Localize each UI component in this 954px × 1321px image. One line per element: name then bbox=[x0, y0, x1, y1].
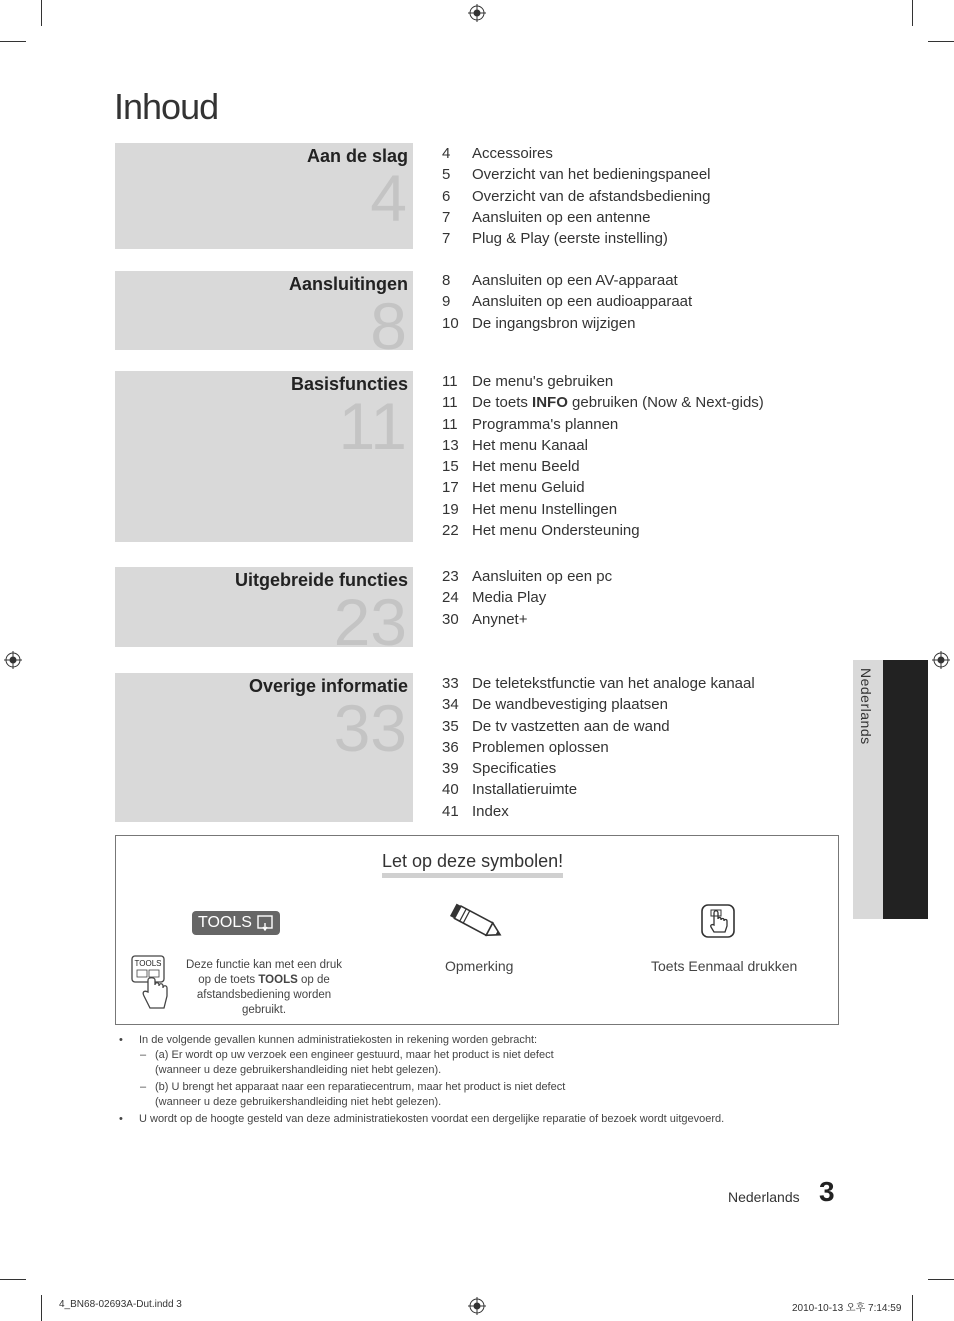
toc-item[interactable]: 33 De teletekstfunctie van het analoge kanaal bbox=[442, 675, 755, 692]
language-side-tab-dark bbox=[883, 660, 928, 919]
section-overige-informatie bbox=[115, 673, 413, 822]
toc-item[interactable]: 11 De toets INFO gebruiken (Now & Next-gids) bbox=[442, 394, 764, 412]
toc-item[interactable]: 22 Het menu Ondersteuning bbox=[442, 522, 640, 540]
toc-item[interactable]: 9 Aansluiten op een audioapparaat bbox=[442, 293, 693, 311]
toc-item[interactable]: 17 Het menu Geluid bbox=[442, 479, 585, 497]
toc-item[interactable]: 39 Specificaties bbox=[442, 760, 557, 778]
one-touch-button-icon bbox=[700, 903, 736, 939]
symbols-legend-box bbox=[115, 835, 839, 1025]
note-subitem: – (a) Er wordt op uw verzoek een engineer gestuurd, maar het product is niet defect bbox=[140, 1049, 554, 1061]
section-title: Aan de slag bbox=[306, 146, 408, 166]
section-title: Overige informatie bbox=[248, 676, 408, 696]
section-basisfuncties bbox=[115, 371, 413, 542]
note-item: • U wordt op de hoogte gesteld van deze administratiekosten voordat een dergelijke reparatie of bezoek wordt uitgevoerd. bbox=[119, 1113, 725, 1125]
toc-item[interactable]: 11 De menu's gebruiken bbox=[442, 373, 614, 390]
registration-mark-icon bbox=[468, 1297, 486, 1315]
section-aansluitingen bbox=[115, 271, 413, 363]
crop-mark bbox=[928, 41, 954, 42]
toc-item[interactable]: 11 Programma's plannen bbox=[442, 415, 619, 433]
crop-mark bbox=[41, 1295, 42, 1321]
section-start-page: 8 bbox=[370, 289, 407, 363]
note-subitem-cont: (wanneer u deze gebruikershandleiding niet hebt gelezen). bbox=[155, 1064, 442, 1076]
toc-list-basisfuncties bbox=[442, 371, 764, 541]
toc-item[interactable]: 7 Plug & Play (eerste instelling) bbox=[442, 230, 668, 248]
print-slug-date: 2010-10-13 오후 7:14:59 bbox=[792, 1303, 902, 1314]
footer-language: Nederlands bbox=[728, 1189, 800, 1205]
crop-mark bbox=[41, 0, 42, 26]
tools-remote-label: TOOLS bbox=[134, 959, 162, 968]
toc-list-aan-de-slag bbox=[442, 143, 711, 249]
toc-item[interactable]: 5 Overzicht van het bedieningspaneel bbox=[442, 166, 711, 184]
section-title: Basisfuncties bbox=[290, 374, 408, 394]
toc-list-aansluitingen bbox=[442, 270, 692, 334]
section-start-page: 23 bbox=[333, 585, 407, 659]
note-label: Opmerking bbox=[445, 958, 514, 974]
toc-item[interactable]: 15 Het menu Beeld bbox=[442, 458, 580, 476]
pencil-note-icon bbox=[449, 902, 507, 944]
note-item: • In de volgende gevallen kunnen administratiekosten in rekening worden gebracht: bbox=[119, 1034, 538, 1046]
section-start-page: 11 bbox=[338, 389, 407, 463]
tools-badge: TOOLS bbox=[192, 911, 280, 935]
one-touch-label: Toets Eenmaal drukken bbox=[651, 958, 798, 974]
section-start-page: 4 bbox=[370, 161, 407, 235]
crop-mark bbox=[912, 1295, 913, 1321]
toc-item[interactable]: 40 Installatieruimte bbox=[442, 781, 578, 799]
toc-list-overige-informatie bbox=[442, 673, 755, 822]
symbols-title: Let op deze symbolen! bbox=[382, 851, 563, 878]
crop-mark bbox=[928, 1279, 954, 1280]
toc-item[interactable]: 30 Anynet+ bbox=[442, 610, 528, 628]
info-key-label: INFO bbox=[532, 394, 568, 412]
toc-item[interactable]: 35 De tv vastzetten aan de wand bbox=[442, 717, 670, 735]
section-uitgebreide-functies bbox=[115, 567, 413, 659]
side-tab-label: Nederlands bbox=[858, 668, 874, 745]
note-subitem: – (b) U brengt het apparaat naar een reparatiecentrum, maar het product is niet defect bbox=[140, 1081, 566, 1093]
toc-list-uitgebreide-functies bbox=[442, 566, 612, 630]
section-aan-de-slag bbox=[115, 143, 413, 249]
toc-item[interactable]: 4 Accessoires bbox=[442, 145, 553, 162]
registration-mark-icon bbox=[4, 651, 22, 669]
cost-notes bbox=[115, 1033, 837, 1127]
toc-item[interactable]: 36 Problemen oplossen bbox=[442, 738, 609, 756]
section-title: Uitgebreide functies bbox=[234, 570, 408, 590]
toc-item[interactable]: 10 De ingangsbron wijzigen bbox=[442, 314, 636, 332]
tools-remote-hand-icon bbox=[130, 954, 172, 1014]
page-title: Inhoud bbox=[114, 86, 219, 127]
crop-mark bbox=[0, 1279, 26, 1280]
print-slug-file: 4_BN68-02693A-Dut.indd 3 bbox=[59, 1299, 182, 1310]
toc-item[interactable]: 24 Media Play bbox=[442, 589, 547, 607]
crop-mark bbox=[0, 41, 26, 42]
toc-item[interactable]: 34 De wandbevestiging plaatsen bbox=[442, 696, 668, 714]
registration-mark-icon bbox=[468, 4, 486, 22]
toc-item[interactable]: 7 Aansluiten op een antenne bbox=[442, 208, 651, 226]
toc-item[interactable]: 23 Aansluiten op een pc bbox=[442, 568, 613, 585]
tools-description: Deze functie kan met een druk op de toets TOOLS op de afstandsbediening worden gebruikt. bbox=[186, 959, 342, 1016]
toc-item[interactable]: 19 Het menu Instellingen bbox=[442, 500, 618, 518]
section-start-page: 33 bbox=[333, 691, 407, 765]
section-title: Aansluitingen bbox=[288, 274, 408, 294]
toc-item[interactable]: 13 Het menu Kanaal bbox=[442, 436, 588, 454]
toc-item[interactable]: 8 Aansluiten op een AV-apparaat bbox=[442, 272, 678, 289]
tools-hand-icon bbox=[257, 915, 275, 931]
note-subitem-cont: (wanneer u deze gebruikershandleiding niet hebt gelezen). bbox=[155, 1096, 442, 1108]
toc-item[interactable]: 41 Index bbox=[442, 802, 509, 820]
crop-mark bbox=[912, 0, 913, 26]
toc-item[interactable]: 6 Overzicht van de afstandsbediening bbox=[442, 187, 711, 205]
registration-mark-icon bbox=[932, 651, 950, 669]
page-number: 3 bbox=[819, 1176, 835, 1207]
